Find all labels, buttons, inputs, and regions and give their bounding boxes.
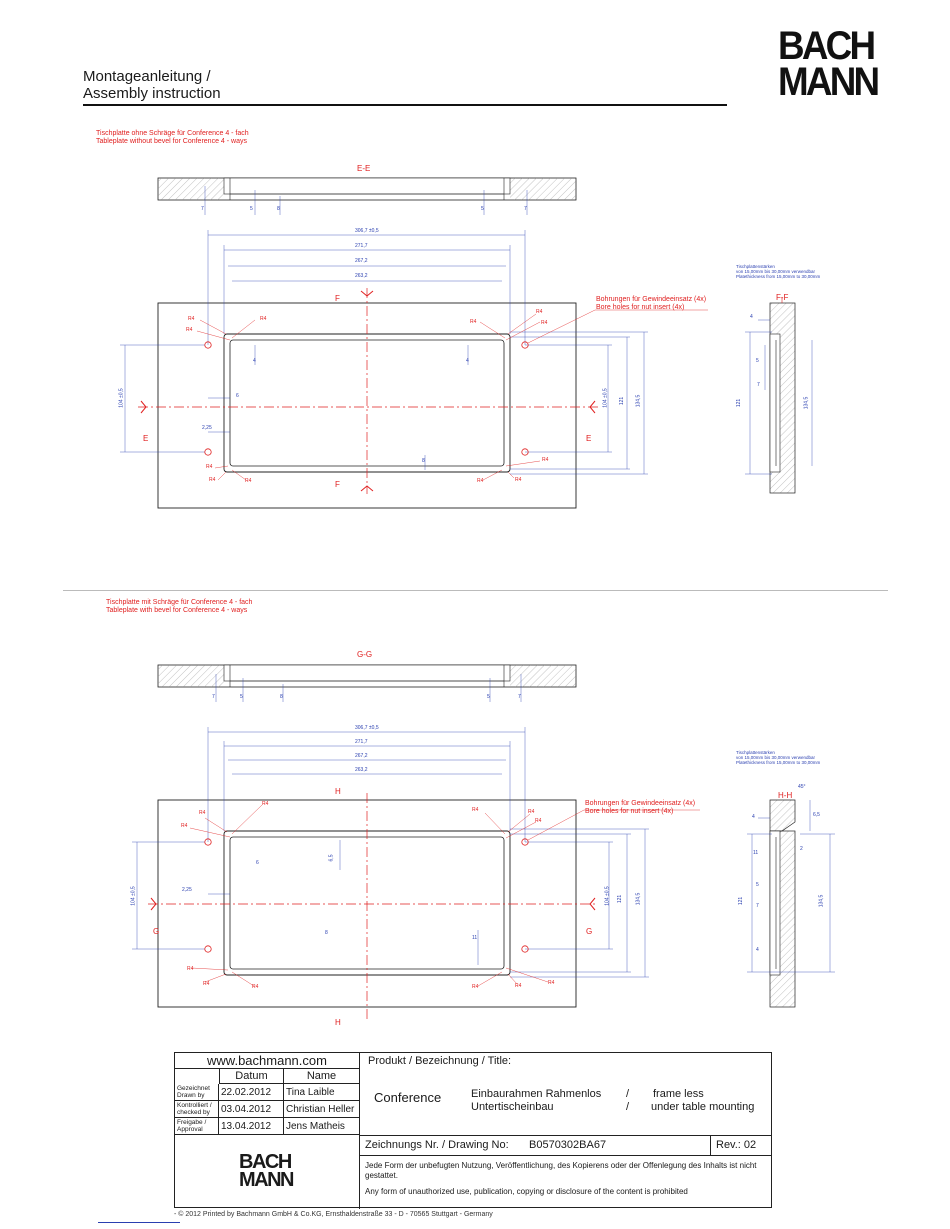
- footer-copyright: - © 2012 Printed by Bachmann GmbH & Co.KG, Ernsthaldenstraße 33 - D - 70565 Stuttgart - Germany: [174, 1211, 493, 1218]
- row-drawn-name: Tina Laible: [284, 1084, 360, 1101]
- description-separator-2: /: [626, 1101, 630, 1113]
- dim-104-left-2: 104 ±0,5: [130, 886, 137, 906]
- dim-104-left: 104 ±0,5: [118, 388, 125, 408]
- dim-134-section: 134,5: [803, 396, 810, 410]
- radius-2-7: R4: [187, 966, 194, 972]
- drawing2-heading-en: Tableplate with bevel for Conference 4 - ways: [106, 607, 248, 614]
- description-de: [471, 1088, 601, 1114]
- radius-8: R4: [209, 477, 216, 483]
- dim-5-ee-right: 5: [481, 206, 484, 212]
- logo-line-2: MANN: [778, 60, 878, 104]
- thickness-note-1-de: von 15,00mm bis 30,00mm verwendbar: [736, 269, 816, 274]
- notice-en: Any form of unauthorized use, publication, copying or disclosure of the content is prohibited: [365, 1187, 688, 1196]
- row-approval-label: [175, 1118, 219, 1135]
- dim-5-ee: 5: [250, 206, 253, 212]
- drawing1-heading-de: Tischplatte ohne Schräge für Conference 4 - fach: [96, 130, 249, 137]
- title-block-logo-line-2: MANN: [239, 1169, 293, 1191]
- website-url: www.bachmann.com: [175, 1053, 360, 1069]
- row-drawn-label-de: Gezeichnet: [177, 1085, 210, 1092]
- thickness-note-2-en: Platethickness from 15,00mm to 30,00mm: [736, 760, 821, 765]
- row-approval-name: Jens Matheis: [284, 1118, 360, 1135]
- radius-11: R4: [515, 477, 522, 483]
- radius-4: R4: [470, 319, 477, 325]
- dim-7-gg-right: 7: [518, 694, 521, 700]
- dim-5-section-2: 5: [756, 882, 759, 888]
- section-f-f: [745, 297, 812, 493]
- description-en-line-2: under table mounting: [651, 1101, 755, 1113]
- dim-5-gg: 5: [240, 694, 243, 700]
- radius-3: R4: [260, 316, 267, 322]
- dim-6-5: 6,5: [328, 854, 335, 862]
- radius-5: R4: [536, 309, 543, 315]
- bore-note-2-de: Bohrungen für Gewindeeinsatz (4x): [585, 800, 696, 807]
- description-separator: [626, 1088, 629, 1114]
- dim-104-right: 104 ±0,5: [602, 388, 609, 408]
- drawing2-heading: [106, 599, 252, 615]
- dim-7-ee-right: 7: [524, 206, 527, 212]
- drawing1-heading-en: Tableplate without bevel for Conference 4 - ways: [96, 138, 247, 145]
- description-en-line-1: frame less: [653, 1088, 704, 1100]
- dim-6: 6: [236, 393, 239, 399]
- bore-note-1: [596, 296, 706, 312]
- radius-2-6: R4: [535, 818, 542, 824]
- col-name: Name: [284, 1069, 360, 1084]
- thickness-note-1-en: Platethickness from 15,00mm to 30,00mm: [736, 274, 821, 279]
- row-drawn-label: [175, 1084, 219, 1101]
- radius-2-2: R4: [181, 823, 188, 829]
- section-label-e-e: E-E: [357, 164, 371, 173]
- product-label: Produkt / Bezeichnung / Title:: [368, 1055, 512, 1067]
- radius-6: R4: [541, 320, 548, 326]
- dim-8-ee: 8: [277, 206, 280, 212]
- title-block-logo-cell: [175, 1135, 360, 1209]
- section-label-g-g: G-G: [357, 650, 373, 659]
- thickness-note-1: [736, 264, 820, 279]
- dim-121-section: 121: [736, 398, 743, 408]
- dim-104-right-2: 104 ±0,5: [604, 886, 611, 906]
- dim-121: 121: [619, 396, 626, 406]
- cut-marker-f-bottom: F: [335, 480, 340, 489]
- dim-2-section: 2: [800, 846, 803, 852]
- dim-2-25: 2,25: [202, 425, 212, 431]
- description-de-line-1: Einbaurahmen Rahmenlos: [471, 1088, 602, 1100]
- dim-263: 263,2: [355, 273, 368, 279]
- notice-de: Jede Form der unbefugten Nutzung, Veröffentlichung, des Kopierens oder der Offenlegung des Inhalts ist nicht gestattet.: [365, 1161, 757, 1180]
- row-checked-label-de: Kontrolliert /: [177, 1102, 212, 1109]
- logo-line-1: BACH: [778, 24, 874, 68]
- col-datum: Datum: [219, 1069, 284, 1084]
- dim-4-left: 4: [253, 358, 256, 364]
- thickness-note-2-title: Tischplattenstärken: [736, 750, 775, 755]
- dim-4-section-2: 4: [752, 814, 755, 820]
- row-checked-name: Christian Heller: [284, 1101, 360, 1118]
- dim-8-2: 8: [325, 930, 328, 936]
- title-block-logo: [239, 1153, 293, 1189]
- thickness-note-2-de: von 15,00mm bis 30,00mm verwendbar: [736, 755, 816, 760]
- cut-marker-f-top: F: [335, 294, 340, 303]
- row-checked-date: 03.04.2012: [219, 1101, 284, 1118]
- dim-134-2: 134,5: [635, 892, 642, 906]
- dim-8: 8: [422, 458, 425, 464]
- description-separator-1: /: [626, 1088, 630, 1100]
- radius-7: R4: [206, 464, 213, 470]
- dim-7-section: 7: [757, 382, 760, 388]
- radius-2-3: R4: [262, 801, 269, 807]
- bore-note-1-de: Bohrungen für Gewindeeinsatz (4x): [596, 296, 707, 303]
- dim-267-2: 267,2: [355, 753, 368, 759]
- cut-marker-e-left: E: [143, 434, 149, 443]
- radius-2-5: R4: [528, 809, 535, 815]
- dim-134-section-2: 134,5: [818, 894, 825, 908]
- radius-2-12: R4: [548, 980, 555, 986]
- radius-10: R4: [477, 478, 484, 484]
- row-approval-date: 13.04.2012: [219, 1118, 284, 1135]
- row-drawn-label-en: Drawn by: [177, 1092, 205, 1099]
- dim-271: 271,7: [355, 243, 368, 249]
- drawing2-heading-de: Tischplatte mit Schräge für Conference 4 - fach: [106, 599, 253, 606]
- footer-link-underline: [98, 1222, 180, 1223]
- cut-marker-h-bottom: H: [335, 1018, 341, 1027]
- dim-45deg: 45°: [798, 784, 806, 790]
- description-de-line-2: Untertischeinbau: [471, 1101, 554, 1113]
- bore-note-1-en: Bore holes for nut insert (4x): [596, 304, 685, 311]
- dim-121-2: 121: [617, 894, 624, 904]
- drawing-no-label: Zeichnungs Nr. / Drawing No:: [365, 1139, 509, 1151]
- drawing-no-bottom-rule: [360, 1155, 771, 1156]
- dim-263-2: 263,2: [355, 767, 368, 773]
- cut-marker-e-right: E: [586, 434, 592, 443]
- radius-12: R4: [542, 457, 549, 463]
- plan-view-2: [132, 727, 700, 1020]
- bore-note-2-en: Bore holes for nut insert (4x): [585, 808, 674, 815]
- dim-11-section: 11: [753, 850, 759, 856]
- radius-2-1: R4: [199, 810, 206, 816]
- dim-8-gg: 8: [280, 694, 283, 700]
- radius-2-9: R4: [252, 984, 259, 990]
- radius-1: R4: [188, 316, 195, 322]
- dim-121-section-2: 121: [738, 896, 745, 906]
- dim-4-section-3: 4: [756, 947, 759, 953]
- title-german: Montageanleitung /: [83, 68, 211, 85]
- section-label-h-h: H-H: [778, 791, 793, 800]
- dim-306: 306,7 ±0,5: [355, 228, 379, 234]
- title-english: Assembly instruction: [83, 85, 221, 102]
- dim-4-section: 4: [750, 314, 753, 320]
- dim-6-5-section: 6,5: [813, 812, 820, 818]
- dim-306-2: 306,7 ±0,5: [355, 725, 379, 731]
- row-approval-label-en: Approval: [177, 1126, 203, 1133]
- title-block: [174, 1052, 772, 1208]
- drawing-no: B0570302BA67: [529, 1139, 607, 1151]
- revision: Rev.: 02: [716, 1139, 757, 1151]
- section-g-g: [158, 665, 576, 702]
- dim-7-ee-left: 7: [201, 206, 204, 212]
- section-label-f-f: F-F: [776, 293, 789, 302]
- dim-5-section: 5: [756, 358, 759, 364]
- dim-11: 11: [472, 935, 478, 941]
- radius-2-11: R4: [515, 983, 522, 989]
- section-e-e: [158, 178, 576, 215]
- dim-271-2: 271,7: [355, 739, 368, 745]
- dim-134: 134,5: [635, 394, 642, 408]
- dim-267: 267,2: [355, 258, 368, 264]
- product-name: Conference: [374, 1090, 442, 1105]
- section-separator: [63, 590, 888, 591]
- cut-marker-g-right: G: [586, 927, 593, 936]
- cut-marker-g-left: G: [153, 927, 160, 936]
- row-drawn-date: 22.02.2012: [219, 1084, 284, 1101]
- description-en: [651, 1088, 754, 1114]
- rev-divider: [710, 1135, 711, 1155]
- dim-4-right: 4: [466, 358, 469, 364]
- title-block-logo-line-1: BACH: [239, 1151, 291, 1173]
- radius-9: R4: [245, 478, 252, 484]
- radius-2: R4: [186, 327, 193, 333]
- radius-2-8: R4: [203, 981, 210, 987]
- row-approval-label-de: Freigabe /: [177, 1119, 207, 1126]
- thickness-note-2: [736, 750, 820, 765]
- row-checked-label: [175, 1101, 219, 1118]
- thickness-note-1-title: Tischplattenstärken: [736, 264, 775, 269]
- row-checked-label-en: checked by: [177, 1109, 210, 1116]
- bore-note-2: [585, 800, 695, 816]
- dim-7-section-2: 7: [756, 903, 759, 909]
- dim-7-gg-left: 7: [212, 694, 215, 700]
- radius-2-10: R4: [472, 984, 479, 990]
- dim-2-25-2: 2,25: [182, 887, 192, 893]
- cut-marker-h-top: H: [335, 787, 341, 796]
- dim-5-gg-right: 5: [487, 694, 490, 700]
- radius-2-4: R4: [472, 807, 479, 813]
- dim-6-2: 6: [256, 860, 259, 866]
